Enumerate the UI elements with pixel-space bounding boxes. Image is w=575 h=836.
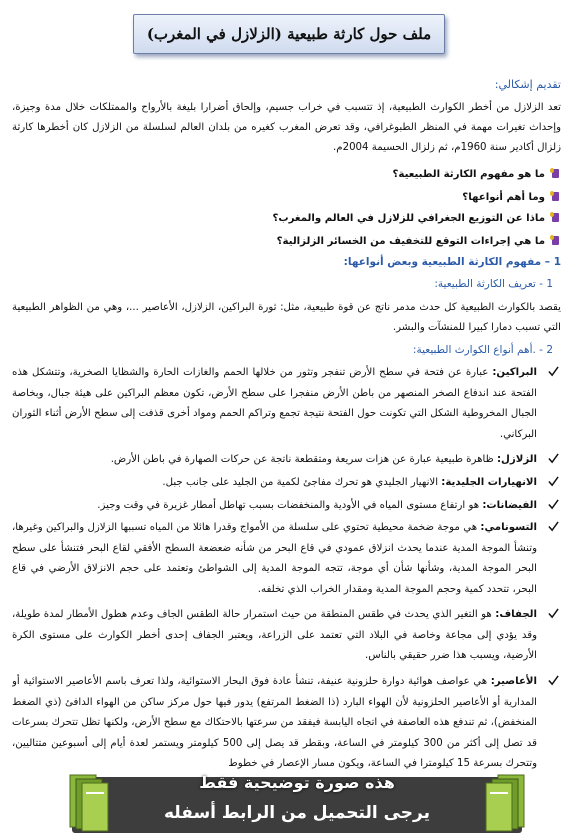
item-text: عبارة عن فتحة في سطح الأرض تنفجر وتثور من خلالها الحمم والغازات الحارة والشظايا الصخرية، وتتشكل هذه الفتحة عند اندفاع الصخر المنصهر من باطن الأرض منفجرا على سطح الأرض، تكون معظم البراكين على هيئة جبال، وبخاصة الجبال المخروطية الشكل التي تكونت حول الفتحة نتيجة تجمع وتراكم الحمم ومواد أخرى قذفت إلى سطح الأرض أثناء الثوران البركاني. xyxy=(12,367,537,440)
item-text: الانهيار الجليدي هو تحرك مفاجئ لكمية من الجليد على جانب جبل. xyxy=(162,477,442,488)
download-banner[interactable] xyxy=(72,773,522,833)
list-item-hurricanes xyxy=(12,672,563,776)
book-icon xyxy=(474,769,530,835)
title-box xyxy=(133,14,445,54)
bullet-icon xyxy=(549,191,559,203)
check-icon xyxy=(548,476,559,487)
item-term: الانهيارات الجليدية: xyxy=(441,477,537,488)
item-text: هو التغير الذي يحدث في طقس المنطقة من حيث استمرار حالة الطقس الجاف وعدم هطول الأمطار لمدة طويلة، وقد يؤدي إلى مجاعة وخاصة في البلاد التي تعتمد على الزراعة، ويعتبر الجفاف إحدى أخطر الكوارث على مستوى الكرة الأرضية، ويسبب هذا ضرر حقيقي بالناس. xyxy=(12,609,537,661)
bullet-icon xyxy=(549,235,559,247)
check-icon xyxy=(548,499,559,510)
item-term: التسونامي: xyxy=(480,522,537,533)
intro-paragraph: تعد الزلازل من أخطر الكوارث الطبيعية، إذ تتسبب في خراب جسيم، وإلحاق أضرارا بليغة بالأرواح والممتلكات خلال مدة وجيزة، وإحداث تغيرات مهمة في المنظر الطبوغرافي، وقد تعرض المغرب كغيره من بلدان العالم لسلسلة من الزلازل كان أخطرها كارثة زلزال أكادير سنة 1960م، ثم زلزال الحسيمة 2004م. xyxy=(12,102,561,153)
question-text: ما هي إجراءات التوقع للتخفيف من الخسائر الزلزالية؟ xyxy=(276,235,545,247)
item-text: هو ارتفاع مستوى المياه في الأودية والمنخفضات بسبب تهاطل أمطار غزيرة في وقت وجيز. xyxy=(97,500,483,511)
section-heading-1-1: 1 - تعريف الكارثة الطبيعية: xyxy=(434,278,553,290)
item-text: ظاهرة طبيعية عبارة عن هزات سريعة ومتقطعة ناتجة عن حركات الصهارة في باطن الأرض. xyxy=(110,454,497,465)
question-text: وما أهم أنواعها؟ xyxy=(462,191,545,203)
list-item-floods xyxy=(12,496,563,517)
item-term: البراكين: xyxy=(492,367,537,378)
question-1 xyxy=(393,168,559,180)
bullet-icon xyxy=(549,168,559,180)
item-term: الزلازل: xyxy=(496,454,537,465)
list-item-volcanoes xyxy=(12,363,563,445)
item-text: هي موجة ضخمة محيطية تحتوي على سلسلة من الأمواج وقدرا هائلا من المياه تسببها الزلازل والبراكين وغيرها، وتنشأ الموجة المدية عندما يحدث انزلاق عمودي في قاع البحر من شأنه ضعضعة السطح الأفقي لقاع البحر فتنشأ على سطح البحر الموجة المدية، وشأنها شأن أي موجة، تتجه الموجة المدية إلى الشواطئ وتعتمد على حجم الانزلاق الأرضي في قاع البحر، تتحدد كمية وحجم الموجة المدية ومقدار الخراب الذي تخلفه. xyxy=(12,522,537,595)
section-heading-1-2: 2 - .أهم أنواع الكوارث الطبيعية: xyxy=(412,344,553,356)
page-title: ملف حول كارثة طبيعية (الزلازل في المغرب) xyxy=(146,25,432,43)
item-term: الأعاصير: xyxy=(490,676,537,687)
question-text: ماذا عن التوزيع الجغرافي للزلازل في العالم والمغرب؟ xyxy=(272,212,545,224)
check-icon xyxy=(548,521,559,532)
list-item-tsunami xyxy=(12,518,563,602)
check-icon xyxy=(548,675,559,686)
section-heading-1: 1 – مفهوم الكارثة الطبيعية وبعض أنواعها: xyxy=(343,256,561,268)
item-term: الجفاف: xyxy=(495,609,537,620)
check-icon xyxy=(548,608,559,619)
intro-label: تقديم إشكالي: xyxy=(494,78,561,91)
item-term: الفيضانات: xyxy=(482,500,537,511)
definition-paragraph: يقصد بالكوارث الطبيعية كل حدث مدمر ناتج عن قوة طبيعية، مثل: ثورة البراكين، الزلازل، الأعاصير ...، وهي من الظواهر الطبيعية التي تسبب دمارا كبيرا للمنشآت والبشر. xyxy=(12,302,561,333)
list-item-earthquakes xyxy=(12,450,563,471)
banner-line-2: يرجى التحميل من الرابط أسفله xyxy=(163,803,431,823)
question-4 xyxy=(277,235,559,247)
list-item-drought xyxy=(12,605,563,669)
check-icon xyxy=(548,453,559,464)
bullet-icon xyxy=(549,212,559,224)
question-2 xyxy=(462,191,559,203)
banner-line-1: هذه صورة توضيحية فقط xyxy=(199,773,395,792)
question-3 xyxy=(272,212,559,224)
question-text: ما هو مفهوم الكارثة الطبيعية؟ xyxy=(392,168,545,180)
list-item-avalanches xyxy=(12,473,563,494)
item-text: هي عواصف هوائية دوارة حلزونية عنيفة، تنشأ عادة فوق البحار الاستوائية، ولذا تعرف باسم الأعاصير الاستوائية أو المدارية أو الأعاصير الحلزونية لأن الهواء البارد (ذا الضغط المرتفع) يدور فيها حول مركز ساكن من الهواء الدافئ (ذي الضغط المنخفض)، ثم تندفع هذه العاصفة في اتجاه اليابسة فيفقد من سرعتها بالاحتكاك مع سطح الأرض، ولكنها تظل تتحرك بسرعات قد تصل إلى أكثر من 300 كيلومتر في الساعة، وبقطر قد يصل إلى 500 كيلومتر ويستمر لعدة أيام إلى أسبوعين متتاليين، وتتحرك بسرعة 15 كيلومترا في الساعة، ويكون مسار الإعصار في خطوط xyxy=(12,676,537,769)
check-icon xyxy=(548,366,559,377)
